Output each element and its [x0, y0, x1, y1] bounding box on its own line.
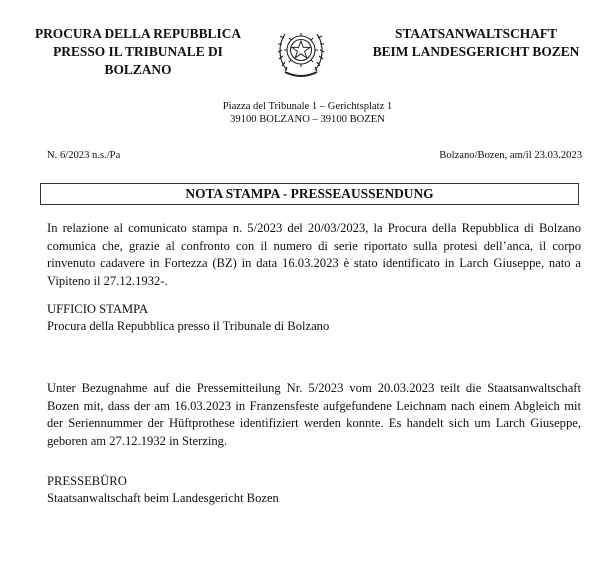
german-office-name: Staatsanwaltschaft beim Landesgericht Bozen [47, 491, 279, 505]
italian-body-paragraph: In relazione al comunicato stampa n. 5/2023 del 20/03/2023, la Procura della Repubblica di Bolzano comunica che, grazie al confronto con il numero di serie riportato sulla protesi dell’anca, il corpo rinvenuto cadavere in Fortezza (BZ) in data 16.03.2023 è stato identificato in Larch Giuseppe, nato a Vipiteno il 27.12.1932-. [47, 221, 581, 288]
header-german-authority [350, 25, 602, 61]
italian-office-name: Procura della Repubblica presso il Tribunale di Bolzano [47, 319, 330, 333]
header-right-line-1: STAATSANWALTSCHAFT [395, 26, 557, 41]
header-left-line-3: BOLZANO [104, 62, 172, 77]
address-line-1: Piazza del Tribunale 1 – Gerichtsplatz 1 [222, 101, 393, 112]
protocol-number: N. 6/2023 n.s./Pa [47, 150, 121, 161]
header-italian-authority [22, 25, 254, 79]
address-block [0, 100, 615, 126]
header-left-line-2: PRESSO IL TRIBUNALE DI [53, 44, 223, 59]
header-right-line-2: BEIM LANDESGERICHT BOZEN [372, 44, 580, 59]
italian-office-label: UFFICIO STAMPA [47, 302, 149, 316]
german-office-label: PRESSEBÜRO [47, 474, 127, 488]
italian-republic-emblem-icon [275, 20, 327, 82]
address-line-2: 39100 BOLZANO – 39100 BOZEN [230, 114, 385, 125]
document-title: NOTA STAMPA - PRESSEAUSSENDUNG [40, 183, 579, 205]
document-date: Bolzano/Bozen, am/il 23.03.2023 [439, 150, 582, 161]
german-body-paragraph: Unter Bezugnahme auf die Pressemitteilung Nr. 5/2023 vom 20.03.2023 teilt die Staatsanwaltschaft Bozen mit, dass der am 16.03.2023 in Franzensfeste aufgefundene Leichnam nach einem Abgleich mit der Seriennummer der Hüftprothese identifiziert werden konnte. Es handelt sich um Larch Giuseppe, geboren am 27.12.1932 in Sterzing. [47, 381, 581, 448]
header-left-line-1: PROCURA DELLA REPUBBLICA [34, 26, 242, 41]
